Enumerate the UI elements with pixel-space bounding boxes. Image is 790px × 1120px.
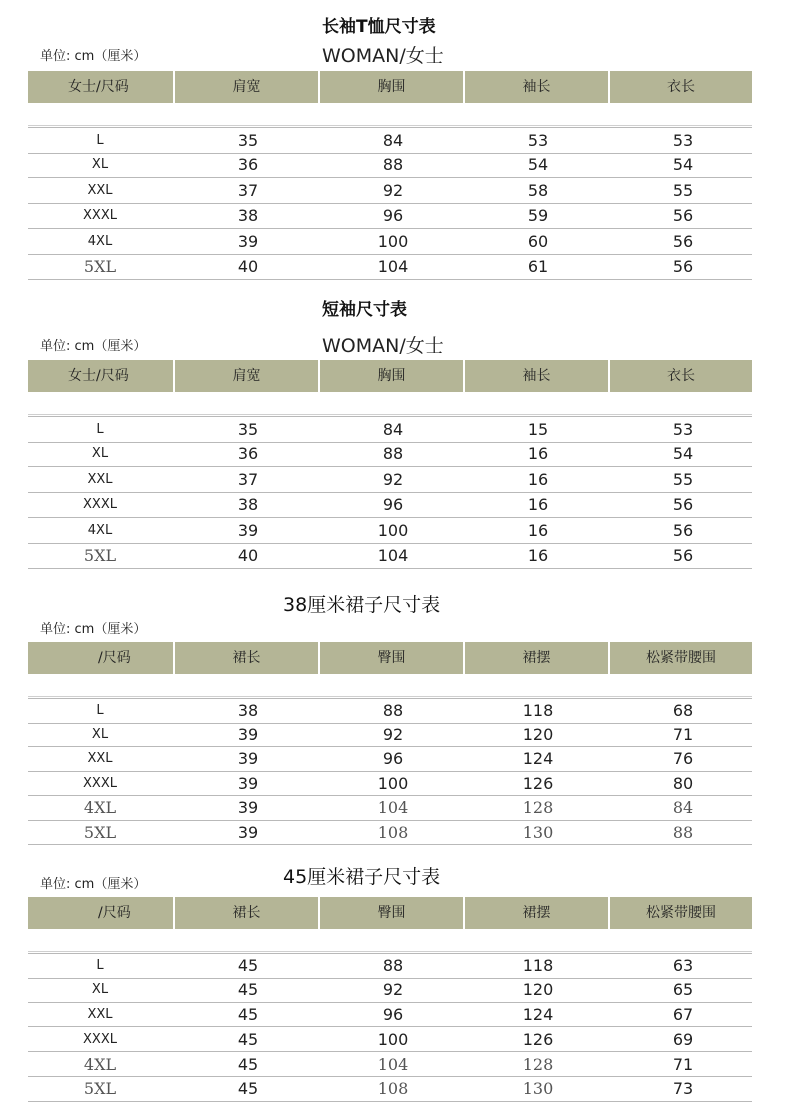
value-cell: 76 — [672, 749, 694, 769]
value-cell: 16 — [527, 469, 549, 489]
value-cell: 130 — [522, 1079, 554, 1099]
value-cell: 130 — [522, 822, 554, 842]
value-cell: 104 — [377, 546, 409, 566]
value-cell: 40 — [237, 546, 259, 566]
table-row — [28, 416, 752, 443]
header-col-1: 肩宽 — [175, 71, 318, 103]
value-cell: 39 — [237, 231, 259, 251]
value-cell: 63 — [672, 956, 694, 976]
value-cell: 69 — [672, 1029, 694, 1049]
header-col-2: 臀围 — [320, 642, 463, 674]
size-cell: XXL — [87, 471, 113, 487]
table-row — [28, 544, 752, 570]
value-cell: 45 — [237, 1029, 259, 1049]
size-cell: XL — [91, 982, 109, 998]
table-title: 45厘米裙子尺寸表 — [283, 866, 441, 888]
table-row — [28, 1052, 752, 1077]
value-cell: 55 — [672, 180, 694, 200]
value-cell: 100 — [377, 520, 409, 540]
value-cell: 45 — [237, 1054, 259, 1074]
header-col-4: 松紧带腰围 — [610, 897, 752, 929]
value-cell: 53 — [672, 130, 694, 150]
value-cell: 128 — [522, 1054, 554, 1074]
header-size: /尺码 — [28, 642, 173, 674]
value-cell: 36 — [237, 444, 259, 464]
header-col-3: 裙摆 — [465, 897, 608, 929]
value-cell: 73 — [672, 1079, 694, 1099]
size-cell: XXL — [87, 1006, 113, 1022]
table-row — [28, 953, 752, 979]
value-cell: 84 — [382, 419, 404, 439]
size-cell: XXL — [87, 182, 113, 198]
value-cell: 40 — [237, 257, 259, 277]
value-cell: 39 — [237, 749, 259, 769]
unit-label: 单位: cm（厘米） — [40, 622, 147, 637]
header-col-4: 衣长 — [610, 360, 752, 392]
size-cell: 5XL — [83, 546, 117, 566]
size-cell: 5XL — [83, 822, 117, 842]
table-row — [28, 698, 752, 724]
header-col-4: 松紧带腰围 — [610, 642, 752, 674]
value-cell: 92 — [382, 180, 404, 200]
value-cell: 45 — [237, 1079, 259, 1099]
size-cell: 4XL — [83, 1054, 117, 1074]
value-cell: 68 — [672, 701, 694, 721]
header-gap — [28, 103, 752, 126]
value-cell: 16 — [527, 546, 549, 566]
value-cell: 80 — [672, 773, 694, 793]
size-cell: XXL — [87, 751, 113, 767]
table-row — [28, 821, 752, 846]
table-row — [28, 1003, 752, 1028]
value-cell: 120 — [522, 980, 554, 1000]
value-cell: 88 — [382, 155, 404, 175]
value-cell: 53 — [527, 130, 549, 150]
value-cell: 37 — [237, 180, 259, 200]
value-cell: 120 — [522, 724, 554, 744]
unit-label: 单位: cm（厘米） — [40, 877, 147, 892]
table-row — [28, 178, 752, 204]
size-cell: L — [96, 132, 104, 148]
value-cell: 100 — [377, 1029, 409, 1049]
value-cell: 84 — [382, 130, 404, 150]
value-cell: 88 — [672, 822, 694, 842]
value-cell: 71 — [672, 1054, 694, 1074]
value-cell: 96 — [382, 1004, 404, 1024]
value-cell: 118 — [522, 956, 554, 976]
size-cell: XXXL — [83, 775, 117, 791]
value-cell: 96 — [382, 495, 404, 515]
size-cell: 5XL — [83, 1079, 117, 1099]
table-row — [28, 442, 752, 468]
unit-label: 单位: cm（厘米） — [40, 339, 147, 354]
header-col-3: 裙摆 — [465, 642, 608, 674]
table-row — [28, 255, 752, 281]
size-cell: XXXL — [83, 497, 117, 513]
value-cell: 59 — [527, 206, 549, 226]
header-col-2: 胸围 — [320, 71, 463, 103]
value-cell: 84 — [672, 798, 694, 818]
size-cell: 5XL — [83, 257, 117, 277]
value-cell: 56 — [672, 231, 694, 251]
value-cell: 104 — [377, 798, 409, 818]
value-cell: 71 — [672, 724, 694, 744]
value-cell: 54 — [672, 444, 694, 464]
header-gap — [28, 929, 752, 952]
table-title: 短袖尺寸表 — [322, 300, 407, 320]
value-cell: 60 — [527, 231, 549, 251]
table-row — [28, 796, 752, 821]
table-row — [28, 204, 752, 230]
table-row — [28, 493, 752, 519]
table-title: 长袖T恤尺寸表 — [322, 17, 436, 37]
value-cell: 92 — [382, 724, 404, 744]
value-cell: 118 — [522, 701, 554, 721]
value-cell: 108 — [377, 1079, 409, 1099]
value-cell: 67 — [672, 1004, 694, 1024]
table-row — [28, 1027, 752, 1052]
value-cell: 126 — [522, 1029, 554, 1049]
value-cell: 104 — [377, 257, 409, 277]
value-cell: 39 — [237, 822, 259, 842]
header-col-3: 袖长 — [465, 71, 608, 103]
size-cell: 4XL — [87, 522, 113, 538]
value-cell: 128 — [522, 798, 554, 818]
header-size: /尺码 — [28, 897, 173, 929]
unit-label: 单位: cm（厘米） — [40, 49, 147, 64]
size-cell: L — [96, 421, 104, 437]
value-cell: 100 — [377, 773, 409, 793]
value-cell: 65 — [672, 980, 694, 1000]
table-row — [28, 747, 752, 772]
size-cell: XL — [91, 726, 109, 742]
table-title: 38厘米裙子尺寸表 — [283, 594, 441, 616]
value-cell: 124 — [522, 749, 554, 769]
table-header — [28, 360, 752, 392]
table-header — [28, 642, 752, 674]
value-cell: 45 — [237, 980, 259, 1000]
table-row — [28, 127, 752, 154]
header-size: 女士/尺码 — [28, 71, 173, 103]
value-cell: 36 — [237, 155, 259, 175]
header-col-2: 胸围 — [320, 360, 463, 392]
value-cell: 38 — [237, 701, 259, 721]
value-cell: 88 — [382, 444, 404, 464]
table-row — [28, 772, 752, 797]
value-cell: 126 — [522, 773, 554, 793]
value-cell: 58 — [527, 180, 549, 200]
value-cell: 53 — [672, 419, 694, 439]
value-cell: 92 — [382, 980, 404, 1000]
table-row — [28, 467, 752, 493]
value-cell: 96 — [382, 749, 404, 769]
value-cell: 56 — [672, 257, 694, 277]
size-cell: XL — [91, 446, 109, 462]
value-cell: 45 — [237, 956, 259, 976]
header-col-1: 裙长 — [175, 642, 318, 674]
header-col-1: 裙长 — [175, 897, 318, 929]
table-row — [28, 153, 752, 179]
value-cell: 39 — [237, 520, 259, 540]
value-cell: 39 — [237, 724, 259, 744]
value-cell: 108 — [377, 822, 409, 842]
table-row — [28, 229, 752, 255]
size-cell: XXXL — [83, 1031, 117, 1047]
value-cell: 96 — [382, 206, 404, 226]
table-row — [28, 723, 752, 748]
table-subtitle: WOMAN/女士 — [322, 335, 444, 357]
value-cell: 54 — [672, 155, 694, 175]
value-cell: 56 — [672, 206, 694, 226]
value-cell: 16 — [527, 520, 549, 540]
value-cell: 56 — [672, 520, 694, 540]
header-gap — [28, 674, 752, 697]
value-cell: 38 — [237, 495, 259, 515]
table-row — [28, 978, 752, 1003]
value-cell: 104 — [377, 1054, 409, 1074]
table-header — [28, 71, 752, 103]
value-cell: 37 — [237, 469, 259, 489]
table-subtitle: WOMAN/女士 — [322, 45, 444, 67]
value-cell: 45 — [237, 1004, 259, 1024]
header-size: 女士/尺码 — [28, 360, 173, 392]
value-cell: 88 — [382, 956, 404, 976]
value-cell: 35 — [237, 130, 259, 150]
value-cell: 100 — [377, 231, 409, 251]
value-cell: 35 — [237, 419, 259, 439]
value-cell: 38 — [237, 206, 259, 226]
table-row — [28, 1077, 752, 1102]
value-cell: 54 — [527, 155, 549, 175]
header-col-4: 衣长 — [610, 71, 752, 103]
value-cell: 88 — [382, 701, 404, 721]
table-row — [28, 518, 752, 544]
value-cell: 56 — [672, 495, 694, 515]
value-cell: 124 — [522, 1004, 554, 1024]
size-cell: XXXL — [83, 208, 117, 224]
header-gap — [28, 392, 752, 415]
header-col-1: 肩宽 — [175, 360, 318, 392]
value-cell: 56 — [672, 546, 694, 566]
value-cell: 16 — [527, 495, 549, 515]
value-cell: 61 — [527, 257, 549, 277]
size-cell: 4XL — [87, 233, 113, 249]
size-cell: 4XL — [83, 798, 117, 818]
value-cell: 92 — [382, 469, 404, 489]
size-cell: L — [96, 958, 104, 974]
size-cell: XL — [91, 157, 109, 173]
table-header — [28, 897, 752, 929]
header-col-2: 臀围 — [320, 897, 463, 929]
value-cell: 16 — [527, 444, 549, 464]
value-cell: 55 — [672, 469, 694, 489]
header-col-3: 袖长 — [465, 360, 608, 392]
size-cell: L — [96, 703, 104, 719]
value-cell: 39 — [237, 773, 259, 793]
value-cell: 39 — [237, 798, 259, 818]
value-cell: 15 — [527, 419, 549, 439]
